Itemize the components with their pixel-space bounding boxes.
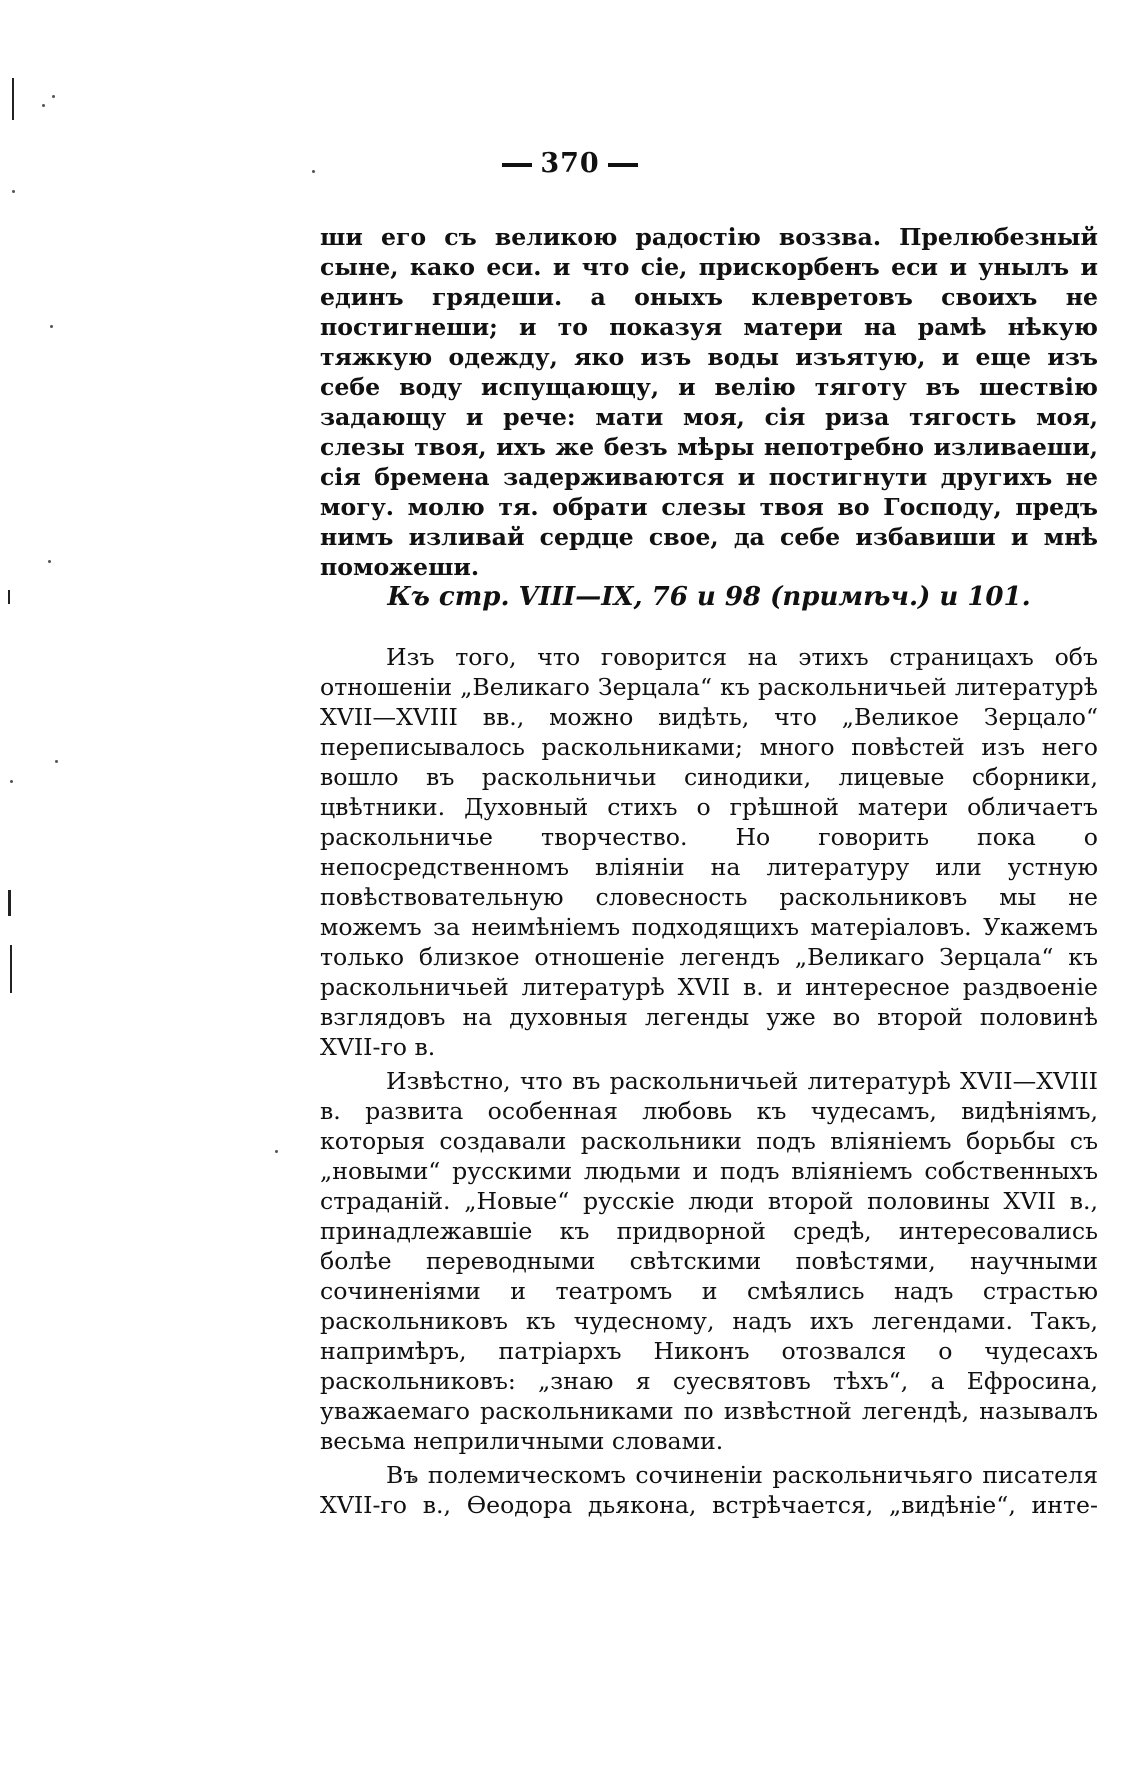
scan-speck	[12, 190, 15, 193]
continued-quotation	[320, 222, 1098, 582]
body-paragraph: Изъ того, что говорится на этихъ страницахъ объ отношеніи „Великаго Зерцала“ къ раскольничьей литературѣ XVII—XVIII вв., можно видѣть, что „Великое Зерцало“ переписывалось раскольниками; много повѣстей изъ него вошло въ раскольничьи синодики, лицевые сборники, цвѣтники. Духовный стихъ о грѣшной матери обличаетъ раскольничье творчество. Но говорить пока о непосредственномъ вліяніи на литературу или устную повѣствовательную словесность раскольниковъ мы не можемъ за неимѣніемъ подходящихъ матеріаловъ. Укажемъ только близкое отношеніе легендъ „Великаго Зерцала“ къ раскольничьей литературѣ XVII в. и интересное раздвоеніе взглядовъ на духовныя легенды уже во второй половинѣ XVII-го в.	[320, 643, 1098, 1061]
scan-speck	[10, 780, 13, 783]
section-body	[320, 642, 1098, 1524]
scan-speck	[42, 104, 45, 107]
scan-speck	[50, 325, 53, 328]
scan-speck	[275, 1150, 278, 1153]
scan-mark	[10, 945, 12, 993]
page-number-dash-left	[502, 163, 532, 167]
body-paragraph: Въ полемическомъ сочиненіи раскольничьяго писателя XVII-го в., Ѳеодора дьякона, встрѣчается, „видѣніе“, инте-	[320, 1461, 1098, 1519]
scan-mark	[8, 890, 11, 916]
body-paragraph: Извѣстно, что въ раскольничьей литературѣ XVII—XVIII в. развита особенная любовь къ чудесамъ, видѣніямъ, которыя создавали раскольники подъ вліяніемъ борьбы съ „новыми“ русскими людьми и подъ вліяніемъ собственныхъ страданій. „Новые“ русскіе люди второй половины XVII в., принадлежавшіе къ придворной средѣ, интересовались болѣе переводными свѣтскими повѣстями, научными сочиненіями и театромъ и смѣялись надъ страстью раскольниковъ къ чудесному, надъ ихъ легендами. Такъ, напримѣръ, патріархъ Никонъ отозвался о чудесахъ раскольниковъ: „знаю я суесвятовъ тѣхъ“, а Ефросина, уважаемаго раскольниками по извѣстной легендѣ, называлъ весьма неприличными словами.	[320, 1067, 1098, 1455]
scan-mark	[12, 78, 14, 120]
page-number-value: 370	[540, 148, 600, 179]
page-number-dash-right	[608, 163, 638, 167]
scan-speck	[48, 560, 51, 563]
scan-mark	[8, 590, 10, 604]
scan-speck	[55, 760, 58, 763]
scan-speck	[52, 95, 55, 98]
quotation-paragraph: ши его съ великою радостію воззва. Прелюбезный сыне, како еси. и что сіе, прискорбенъ еси и унылъ и единъ грядеши. а оныхъ клевретовъ своихъ не постигнеши; и то показуя матери на рамѣ нѣкую тяжкую одежду, яко изъ воды изъятую, и еще изъ себе воду испущающу, и велію тяготу въ шествію задающу и рече: мати моя, сія риза тягость моя, слезы твоя, ихъ же безъ мѣры непотребно изливаеши, сія бремена задерживаются и постигнути другихъ не могу. молю тя. обрати слезы твоя во Господу, предъ нимъ изливай сердце свое, да себе избавиши и мнѣ поможеши.	[320, 223, 1098, 581]
section-heading: Къ стр. VIII—IX, 76 и 98 (примѣч.) и 101.	[387, 582, 1031, 612]
page-number	[0, 148, 1140, 179]
